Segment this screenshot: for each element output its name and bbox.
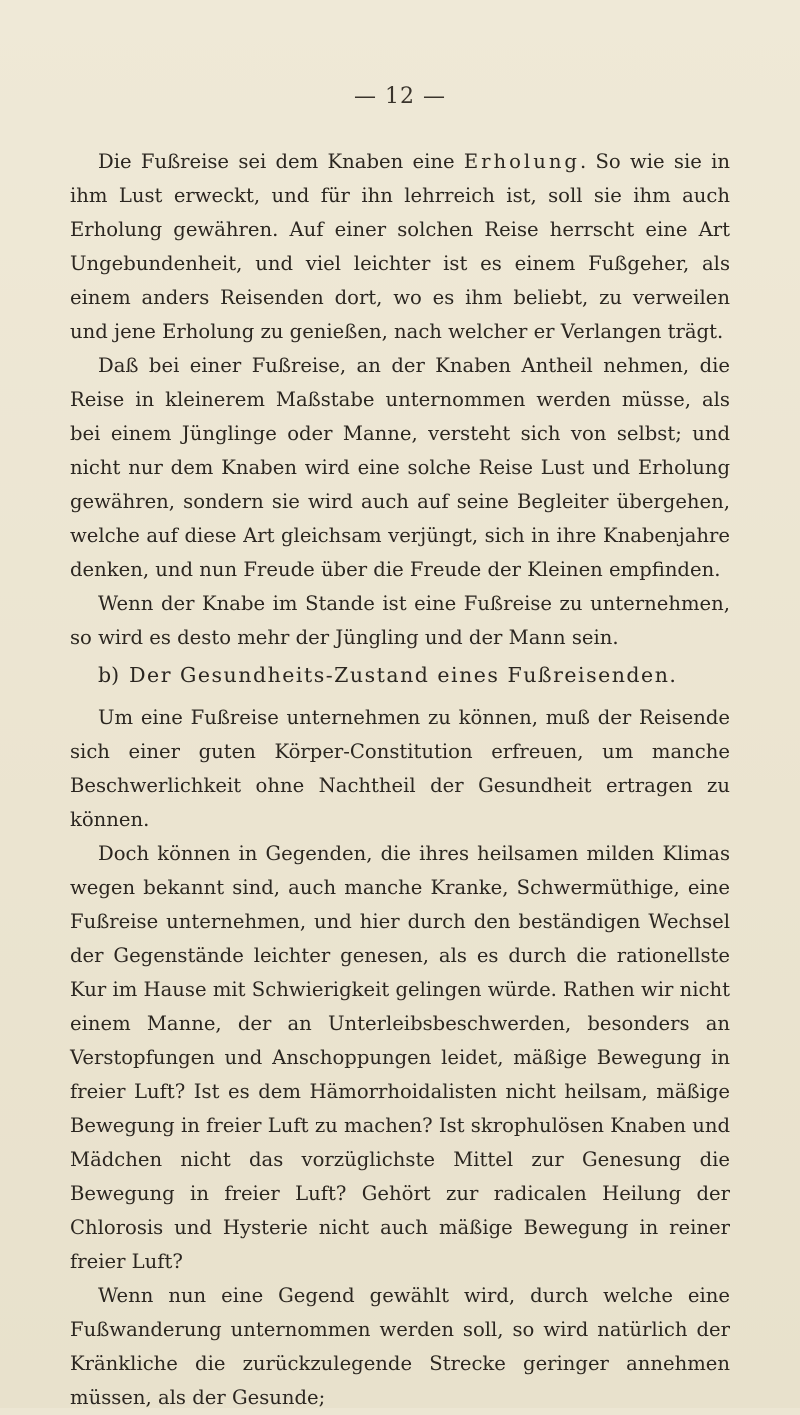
paragraph-text: Um eine Fußreise unternehmen zu können, muß der Reisende sich einer guten Körper-Constitution erfreuen, um manche Beschwerlichkeit ohne Nachtheil der Gesundheit ertragen zu können. bbox=[70, 706, 730, 831]
paragraph-text: Die Fußreise sei dem Knaben eine bbox=[98, 150, 464, 173]
paragraph-constitution bbox=[70, 701, 730, 837]
page-number: — 12 — bbox=[354, 84, 446, 109]
section-title: Der Gesundheits-Zustand eines Fußreisenden. bbox=[129, 663, 678, 687]
paragraph-text: Doch können in Gegenden, die ihres heilsamen milden Klimas wegen bekannt sind, auch manche Kranke, Schwermüthige, eine Fußreise unternehmen, und hier durch den beständigen Wechsel der Gegenstände leichter genesen, als es durch die rationellste Kur im Hause mit Schwierigkeit gelingen würde. Rathen wir nicht einem Manne, der an Unterleibsbeschwerden, besonders an Verstopfungen und Anschoppungen leidet, mäßige Bewegung in freier Luft? Ist es dem Hämorrhoidalisten nicht heilsam, mäßige Bewegung in freier Luft zu machen? Ist skrophulösen Knaben und Mädchen nicht das vorzüglichste Mittel zur Genesung die Bewegung in freier Luft? Gehört zur radicalen Heilung der Chlorosis und Hysterie nicht auch mäßige Bewegung in reiner freier Luft? bbox=[70, 842, 730, 1273]
paragraph-youth-and-man bbox=[70, 587, 730, 655]
paragraph-text: . So wie sie in ihm Lust erweckt, und für ihn lehrreich ist, soll sie ihm auch Erholung gewähren. Auf einer solchen Reise herrscht eine Art Ungebundenheit, und viel leichter ist es einem Fußgeher, als einem anders Reisenden dort, wo es ihm beliebt, zu verweilen und jene Erholung zu genießen, nach welcher er Verlangen trägt. bbox=[70, 150, 730, 343]
paragraph-text: Wenn nun eine Gegend gewählt wird, durch welche eine Fußwanderung unternommen werden soll, so wird natürlich der Kränkliche die zurückzulegende Strecke geringer annehmen müssen, als der Gesunde; bbox=[70, 1284, 730, 1409]
paragraph-boys-travel bbox=[70, 349, 730, 587]
paragraph-recreation bbox=[70, 145, 730, 349]
paragraph-invalids bbox=[70, 837, 730, 1279]
paragraph-text: Wenn der Knabe im Stande ist eine Fußreise zu unternehmen, so wird es desto mehr der Jüngling und der Mann sein. bbox=[70, 592, 730, 649]
section-heading bbox=[70, 655, 730, 695]
paragraph-text: Daß bei einer Fußreise, an der Knaben Antheil nehmen, die Reise in kleinerem Maßstabe unternommen werden müsse, als bei einem Jünglinge oder Manne, versteht sich von selbst; und nicht nur dem Knaben wird eine solche Reise Lust und Erholung gewähren, sondern sie wird auch auf seine Begleiter übergehen, welche auf diese Art gleichsam verjüngt, sich in ihre Knabenjahre denken, und nun Freude über die Freude der Kleinen empfinden. bbox=[70, 354, 730, 581]
paragraph-chosen-region bbox=[70, 1279, 730, 1415]
page-body bbox=[70, 145, 730, 1415]
section-marker: b) bbox=[98, 663, 120, 687]
emphasized-word: Erholung bbox=[463, 150, 580, 173]
